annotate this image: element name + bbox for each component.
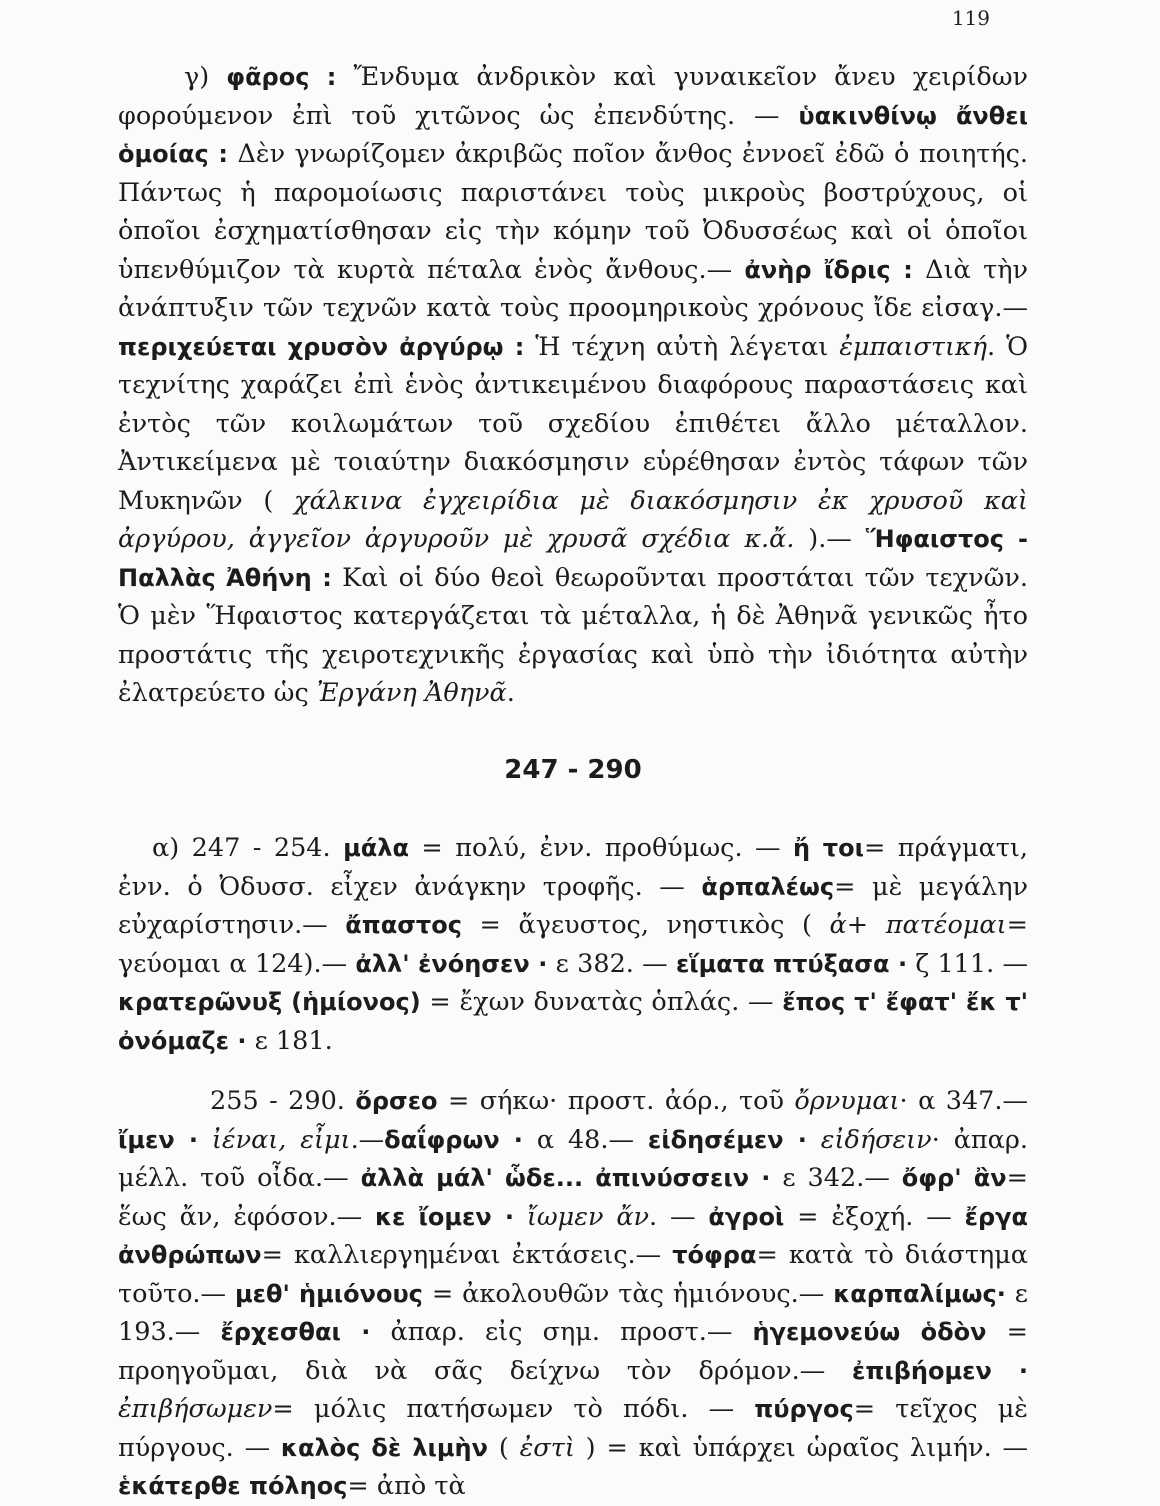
text-run: Καὶ οἱ δύο θεοὶ θεωροῦνται προστάται τῶν τεχνῶν. Ὁ μὲν Ἥφαιστος κατεργάζεται τὰ μέταλλα, ἡ δὲ Ἀθηνᾶ γενικῶς ἦτο προστάτις τῆς χειροτεχνικῆς ἐργασίας καὶ ὑπὸ τὴν ἰδιότητα αὐτὴν ἐλατρεύετο ὡς [118,562,1028,708]
text-run: . [506,678,515,708]
text-run: = ἕως ἄν, ἐφόσον.— [118,1163,1029,1232]
lemma-term: ἑκάτερθε πόληος [118,1472,348,1500]
text-run: = μόλις πατήσωμεν τὸ πόδι. — [272,1394,755,1424]
italic-text: ἐμπαιστική [839,331,987,362]
text-run: ζ 111. — [907,948,1029,979]
text-run: = κατὰ τὸ διάστημα τοῦτο.— [118,1240,1028,1309]
lemma-term: ὑακινθίνῳ ἄνθει ὁμοίας : [118,101,1028,168]
text-run: = τεῖχος μὲ πύργους. — [118,1394,1028,1463]
lemma-term: ἤ τοι [792,834,864,862]
lemma-term: εἰδησέμεν · [647,1125,807,1154]
lemma-term: ἄπαστος [345,911,462,939]
italic-text: ἴωμεν ἄν [526,1201,650,1232]
text-run: ε 193.— [118,1278,1029,1347]
text-run: = σήκω· προστ. ἀόρ., τοῦ [437,1086,795,1116]
lemma-term: ἔργα ἀνθρώπων [118,1202,1028,1269]
text-run: . — [649,1201,709,1232]
text-run: α 48.— [522,1124,648,1155]
lemma-term: περιχεύεται χρυσὸν ἀργύρῳ : [118,332,525,361]
paragraph-alpha [118,829,1028,1060]
text-run: ε 342.— [770,1163,902,1193]
text-run: 255 - 290. [210,1086,356,1116]
paragraph-verses [118,1082,1028,1506]
section-heading: 247 - 290 [504,754,642,785]
text-run: = προηγοῦμαι, διὰ νὰ σᾶς δείχνω τὸν δρόμον.— [118,1317,1028,1386]
text-run: . Ὁ τεχνίτης χαράζει ἐπὶ ἑνὸς ἀντικειμένου διαφόρους παραστάσεις καὶ ἐντὸς τῶν κοιλωμάτων τοῦ σχεδίου ἐπιθέτει ἄλλο μέταλλον. Ἀντικείμενα μὲ τοιαύτην διακόσμησιν εὑρέθησαν ἐντὸς τάφων τῶν Μυκηνῶν ( [118,331,1028,516]
text-run: = γεύομαι α 124).— [118,910,1028,979]
page-number: 119 [951,6,990,30]
text-run: · ἀπαρ. μέλλ. τοῦ οἶδα.— [118,1124,1028,1193]
lemma-term: ἡγεμονεύω ὁδὸν [752,1318,987,1346]
italic-text: Ἐργάνη Ἀθηνᾶ [316,678,507,708]
lemma-term: ἀνὴρ ἴδρις : [744,255,913,284]
text-run: = ἄγευστος, νηστικὸς ( [461,910,830,940]
text-run: = ἐξοχή. — [784,1201,965,1232]
text-run: Δὲν γνωρίζομεν ἀκριβῶς ποῖον ἄνθος ἐννοεῖ ἐδῶ ὁ ποιητής. Πάντως ἡ παρομοίωσις παριστάνει τοὺς μικροὺς βοστρύχους, οἱ ὁποῖοι ἐσχηματίσθησαν εἰς τὴν κόμην τοῦ Ὀδυσσέως καὶ οἱ ὁποῖοι ὑπενθύμιζον τὰ κυρτὰ πέταλα ἑνὸς ἄνθους.— [118,139,1028,285]
text-run: ε 382. — [547,948,676,979]
lemma-term: ἀγροὶ [708,1202,785,1231]
lemma-term: ὄφρ' ἂν [901,1164,1007,1192]
text-run: = ἀπὸ τὰ [347,1471,466,1501]
italic-text: ἀ+ πατέομαι [829,910,1007,940]
text-run: Διὰ τὴν ἀνάπτυξιν τῶν τεχνῶν κατὰ τοὺς προομηρικοὺς χρόνους ἴδε εἰσαγ.— [118,254,1028,323]
lemma-term: καρπαλίμως· [833,1279,1006,1308]
lemma-term: κε ἴομεν · [375,1202,514,1231]
commentary-text [118,58,1028,1506]
text-run: · α 347.— [899,1086,1028,1116]
lemma-term: τόφρα [672,1241,757,1269]
italic-text: ὄρνυμαι [794,1086,900,1116]
lemma-term: Ἥφαιστος - Παλλὰς Ἀθήνη : [118,525,1029,592]
lemma-term: ἀλλ' ἐνόησεν · [355,949,548,978]
text-run: .— [350,1124,385,1155]
text-run: Ἡ τέχνη αὐτὴ λέγεται [524,331,840,362]
italic-text: ἐπιβήσωμεν [118,1394,273,1424]
italic-text: ἰέναι, εἶμι [211,1124,351,1155]
lemma-term: καλὸς δὲ λιμὴν [280,1433,488,1462]
lemma-term: ἐπιβήομεν · [852,1356,1028,1385]
lemma-term: ἁρπαλέως [701,872,835,901]
italic-text: εἰδήσειν [820,1124,932,1155]
text-run: = ἔχων δυνατὰς ὁπλάς. — [420,987,783,1017]
lemma-term: ἀλλὰ μάλ' ὧδε... ἀπινύσσειν · [360,1164,771,1192]
text-run: ).— [794,524,866,554]
lemma-term: εἵματα πτύξασα · [675,949,908,978]
text-run [209,62,226,92]
lemma-term: ὄρσεο [355,1087,438,1115]
lemma-term: ἔπος τ' ἔφατ' ἔκ τ' ὀνόμαζε · [118,988,1029,1055]
section-label: α) [152,833,180,863]
text-run: ε 181. [246,1025,333,1056]
text-run: ( [488,1432,520,1463]
text-run: Ἔνδυμα ἀνδρικὸν καὶ γυναικεῖον ἄνευ χειρίδων φορούμενον ἐπὶ τοῦ χιτῶνος ὡς ἐπενδύτης. — [118,62,1028,131]
text-run: ἀπαρ. εἰς σημ. προστ.— [370,1317,753,1347]
text-run: = καλλιεργημέναι ἐκτάσεις.— [261,1240,673,1270]
lemma-term: μεθ' ἡμιόνους [234,1279,423,1308]
italic-text: ἐστὶ [519,1432,575,1463]
text-run [807,1125,821,1155]
lemma-term: πύργος [754,1395,854,1423]
lemma-term: μάλα [343,834,409,862]
lemma-term: δαΐφρων · [384,1125,523,1154]
text-run [198,1125,212,1155]
lemma-term: κρατερῶνυξ (ἡμίονος) [118,988,421,1016]
lemma-term: ἴμεν · [118,1125,198,1154]
section-label: γ) [184,62,210,92]
italic-text: χάλκινα ἐγχειρίδια μὲ διακόσμησιν ἐκ χρυσοῦ καὶ ἀργύρου, ἀγγεῖον ἀργυροῦν μὲ χρυσᾶ σχέδια κ.ἄ. [118,485,1028,554]
text-run: 247 - 254. [179,833,344,863]
text-run: ) = καὶ ὑπάρχει ὡραῖος λιμήν. — [574,1432,1028,1463]
text-run: = πολύ, ἐνν. προθύμως. — [408,833,793,863]
text-run: = πράγματι, ἐνν. ὁ Ὀδυσσ. εἶχεν ἀνάγκην τροφῆς. — [118,833,1028,902]
lemma-term: φᾶρος : [226,63,337,91]
lemma-term: ἔρχεσθαι · [220,1318,371,1346]
text-run: = ἀκολουθῶν τὰς ἡμιόνους.— [422,1278,834,1309]
paragraph-gamma [118,58,1028,713]
text-run: = μὲ μεγάλην εὐχαρίστησιν.— [118,871,1028,940]
text-run [514,1202,527,1232]
